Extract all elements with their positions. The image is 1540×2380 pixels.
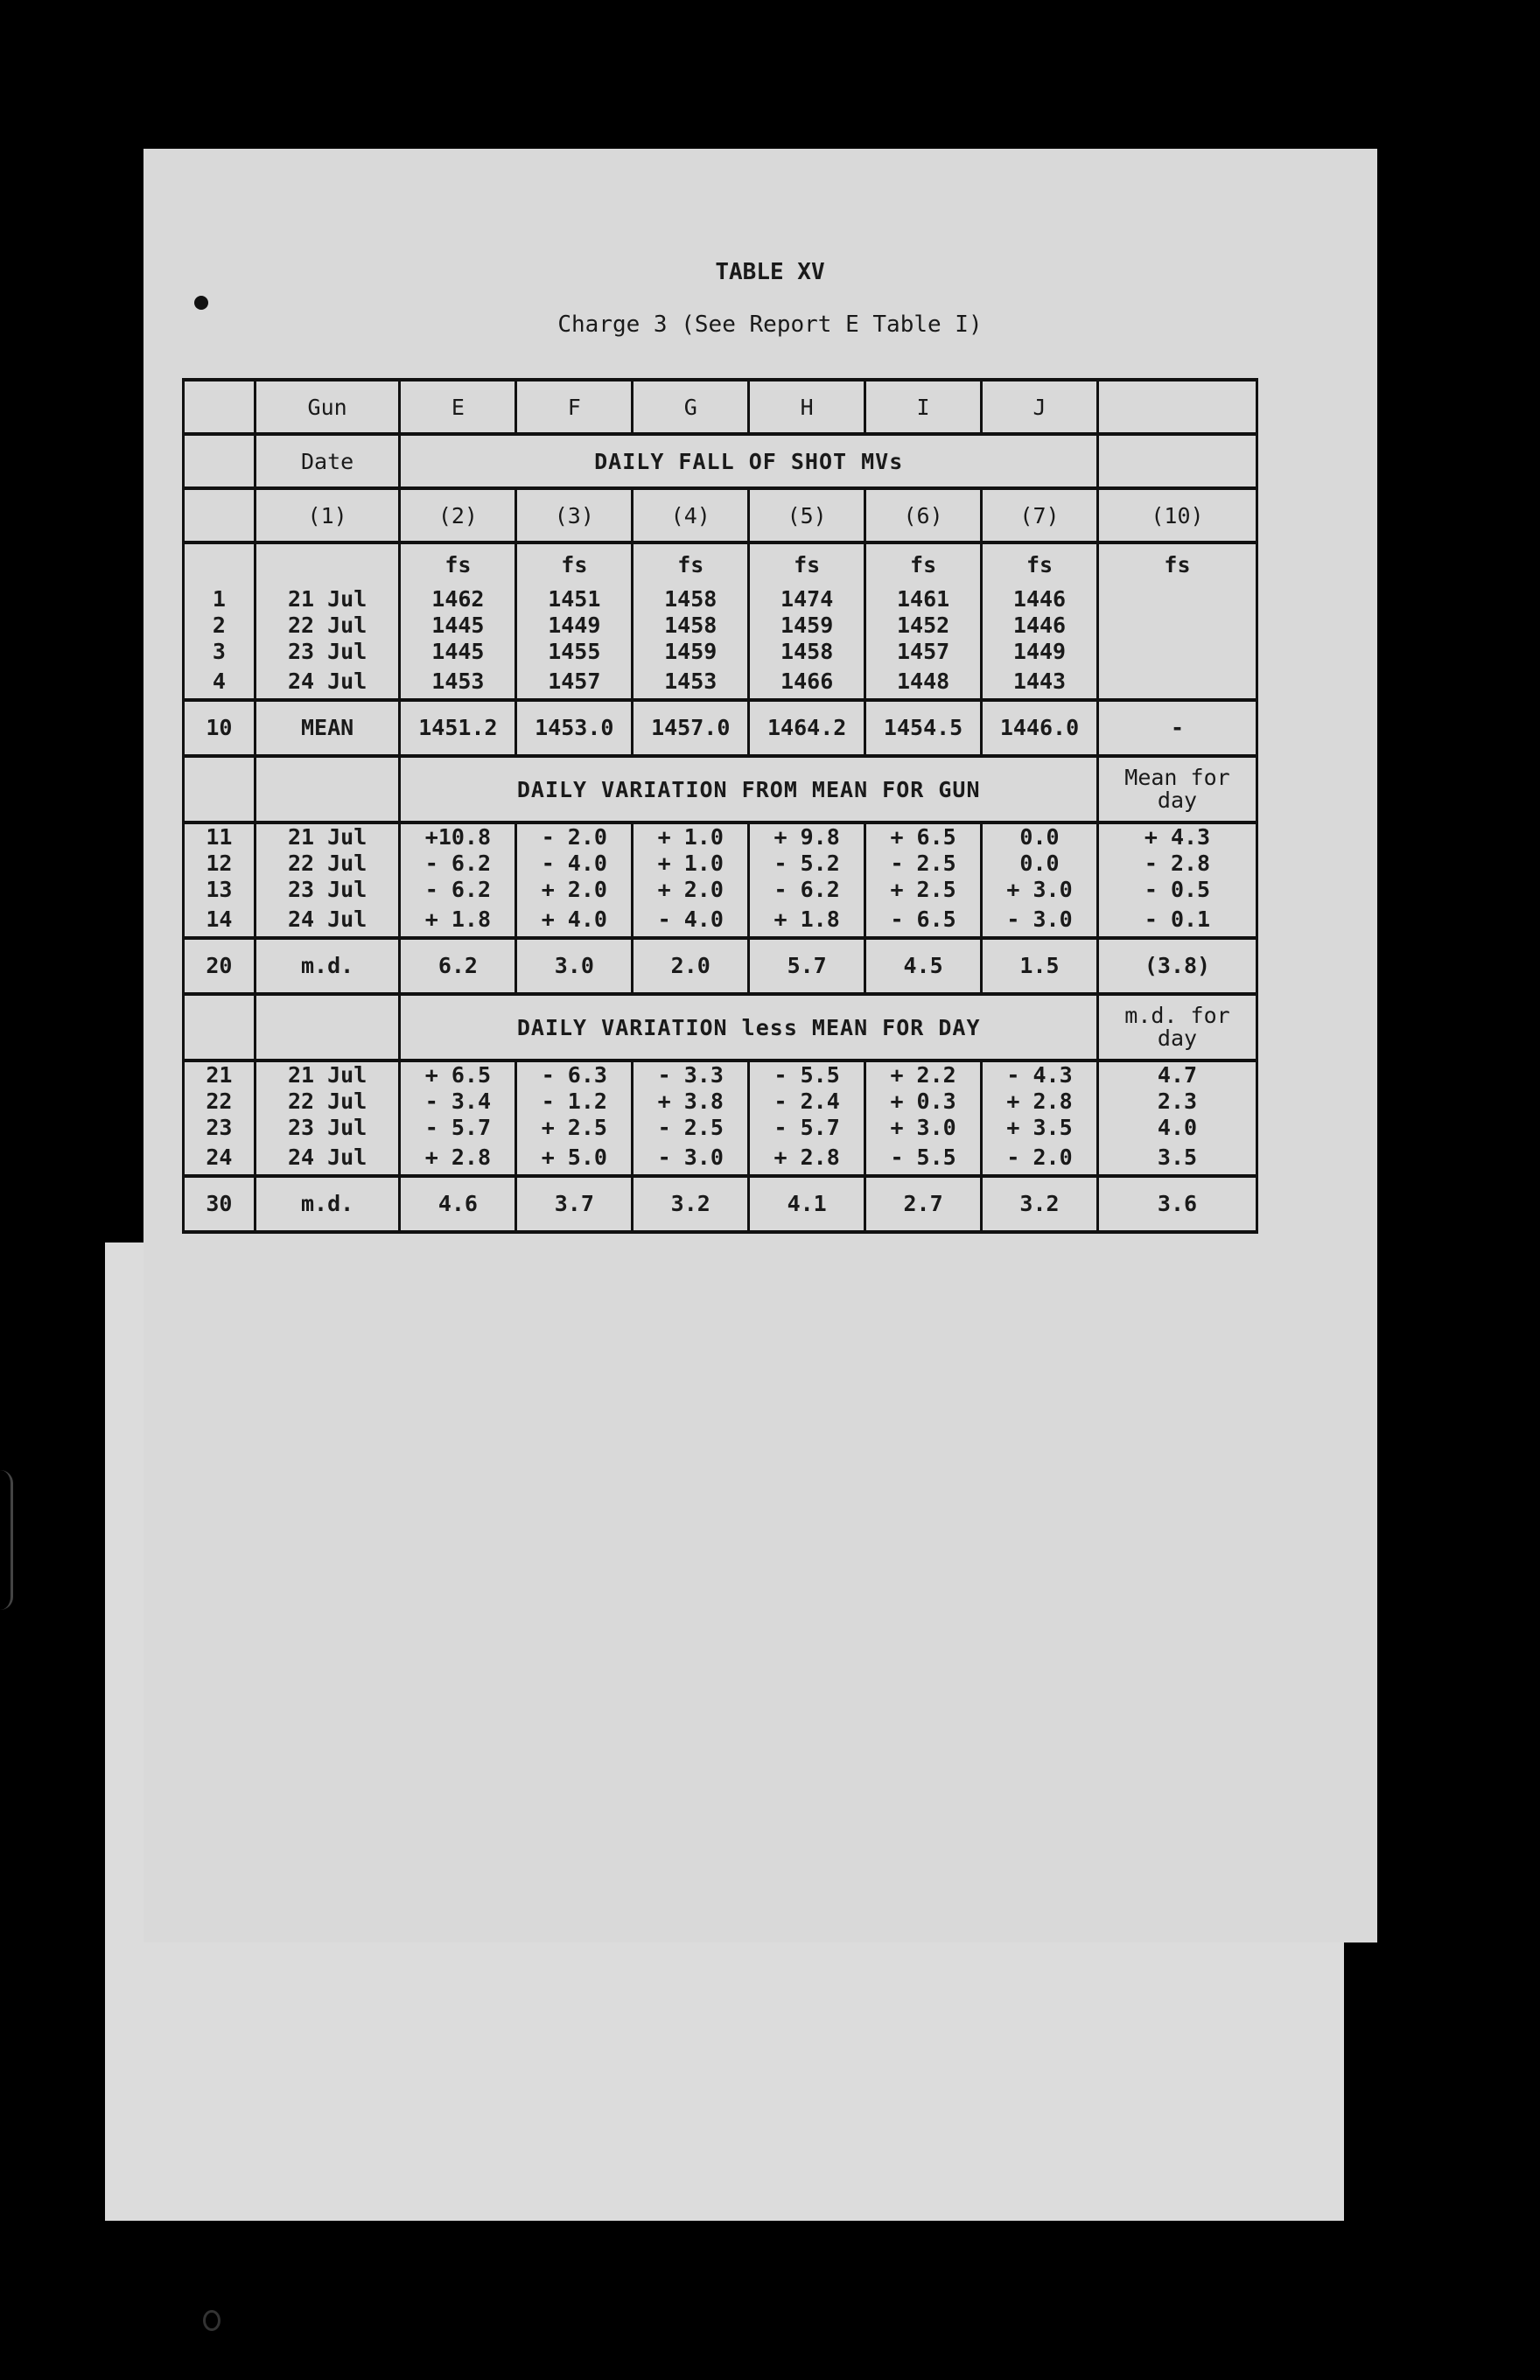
row-number: 14 [184, 903, 256, 938]
value-cell: + 2.0 [516, 877, 633, 903]
value-cell: 1451.2 [400, 700, 516, 756]
blank-cell [184, 756, 256, 822]
day-value-cell: 4.7 [1097, 1060, 1256, 1088]
unit-cell: fs [633, 542, 749, 586]
row-date: 24 Jul [255, 903, 400, 938]
value-cell: - 5.7 [749, 1115, 865, 1141]
table-row [184, 1115, 1257, 1141]
blank-cell [1097, 434, 1256, 488]
value-cell: 1458 [749, 639, 865, 665]
value-cell: + 3.0 [982, 877, 1098, 903]
value-cell: - 2.0 [516, 822, 633, 850]
scan-mark [203, 2310, 220, 2331]
value-cell: + 2.8 [400, 1141, 516, 1176]
row-date: 21 Jul [255, 586, 400, 612]
data-table [182, 378, 1258, 1234]
col-number: (5) [749, 488, 865, 542]
value-cell: 1466 [749, 665, 865, 700]
col-number: (7) [982, 488, 1098, 542]
value-cell: + 2.5 [516, 1115, 633, 1141]
value-cell: 1453.0 [516, 700, 633, 756]
value-cell: + 2.2 [865, 1060, 982, 1088]
value-cell: 3.2 [982, 1176, 1098, 1232]
table-row [184, 612, 1257, 639]
value-cell: 1453 [400, 665, 516, 700]
section3-header-row [184, 994, 1257, 1060]
gun-j: J [982, 380, 1098, 434]
value-cell: 1445 [400, 639, 516, 665]
value-cell: - 6.3 [516, 1060, 633, 1088]
value-cell: 1461 [865, 586, 982, 612]
table-row [184, 877, 1257, 903]
value-cell: 1452 [865, 612, 982, 639]
section-right-label: Mean for day [1097, 756, 1256, 822]
row-date: 21 Jul [255, 1060, 400, 1088]
value-cell: 1446 [982, 586, 1098, 612]
unit-cell: fs [1097, 542, 1256, 586]
row-date: 24 Jul [255, 665, 400, 700]
value-cell: - 6.5 [865, 903, 982, 938]
gun-header-row [184, 380, 1257, 434]
value-cell: 3.2 [633, 1176, 749, 1232]
gun-i: I [865, 380, 982, 434]
col-number: (1) [255, 488, 400, 542]
row-number: 30 [184, 1176, 256, 1232]
value-cell: + 2.8 [749, 1141, 865, 1176]
value-cell: 1459 [749, 612, 865, 639]
day-value-cell: 3.5 [1097, 1141, 1256, 1176]
value-cell: - 2.0 [982, 1141, 1098, 1176]
unit-cell: fs [865, 542, 982, 586]
section-title: DAILY VARIATION FROM MEAN FOR GUN [400, 756, 1098, 822]
value-cell: + 5.0 [516, 1141, 633, 1176]
blank-cell [1097, 612, 1256, 639]
value-cell: 1446.0 [982, 700, 1098, 756]
row-label: MEAN [255, 700, 400, 756]
blank-cell [255, 994, 400, 1060]
row-number: 13 [184, 877, 256, 903]
value-cell: - 5.5 [865, 1141, 982, 1176]
row-number: 3 [184, 639, 256, 665]
value-cell: 1.5 [982, 938, 1098, 994]
day-value-cell: - 2.8 [1097, 850, 1256, 877]
row-number: 24 [184, 1141, 256, 1176]
table-row [184, 1060, 1257, 1088]
section1-title: DAILY FALL OF SHOT MVs [400, 434, 1098, 488]
date-header-row [184, 434, 1257, 488]
value-cell: - 5.2 [749, 850, 865, 877]
value-cell: 1445 [400, 612, 516, 639]
value-cell: + 9.8 [749, 822, 865, 850]
row-number: 22 [184, 1088, 256, 1115]
value-cell: 1457.0 [633, 700, 749, 756]
value-cell: 1455 [516, 639, 633, 665]
blank-cell [1097, 639, 1256, 665]
blank-cell [184, 380, 256, 434]
col-number: (2) [400, 488, 516, 542]
value-cell: - 4.3 [982, 1060, 1098, 1088]
col-number: (6) [865, 488, 982, 542]
value-cell: - 6.2 [400, 877, 516, 903]
value-cell: - 2.5 [865, 850, 982, 877]
value-cell: - 2.4 [749, 1088, 865, 1115]
gun-e: E [400, 380, 516, 434]
value-cell: 1462 [400, 586, 516, 612]
row-number: 23 [184, 1115, 256, 1141]
value-cell: + 1.8 [400, 903, 516, 938]
day-value-cell: 4.0 [1097, 1115, 1256, 1141]
value-cell: - 6.2 [400, 850, 516, 877]
value-cell: + 3.5 [982, 1115, 1098, 1141]
blank-cell [255, 756, 400, 822]
value-cell: 1458 [633, 612, 749, 639]
value-cell: 0.0 [982, 850, 1098, 877]
value-cell: - 6.2 [749, 877, 865, 903]
value-cell: 1464.2 [749, 700, 865, 756]
row-label: m.d. [255, 1176, 400, 1232]
gun-label: Gun [255, 380, 400, 434]
day-value-cell: - [1097, 700, 1256, 756]
row-number: 11 [184, 822, 256, 850]
row-number: 10 [184, 700, 256, 756]
value-cell: - 4.0 [516, 850, 633, 877]
value-cell: 4.5 [865, 938, 982, 994]
value-cell: 1449 [516, 612, 633, 639]
value-cell: - 4.0 [633, 903, 749, 938]
value-cell: + 0.3 [865, 1088, 982, 1115]
col-number: (4) [633, 488, 749, 542]
blank-cell [1097, 380, 1256, 434]
unit-cell: fs [749, 542, 865, 586]
value-cell: 1451 [516, 586, 633, 612]
table-row [184, 822, 1257, 850]
mean-row [184, 700, 1257, 756]
day-value-cell: - 0.1 [1097, 903, 1256, 938]
value-cell: 1457 [516, 665, 633, 700]
value-cell: 1457 [865, 639, 982, 665]
table-body [184, 380, 1257, 1232]
edge-streak [0, 1470, 13, 1610]
column-number-row [184, 488, 1257, 542]
value-cell: - 2.5 [633, 1115, 749, 1141]
row-number: 21 [184, 1060, 256, 1088]
gun-f: F [516, 380, 633, 434]
date-label: Date [255, 434, 400, 488]
value-cell: + 6.5 [400, 1060, 516, 1088]
row-number: 12 [184, 850, 256, 877]
blank-cell [255, 542, 400, 586]
blank-cell [184, 488, 256, 542]
value-cell: +10.8 [400, 822, 516, 850]
value-cell: + 4.0 [516, 903, 633, 938]
value-cell: - 3.4 [400, 1088, 516, 1115]
blank-cell [1097, 665, 1256, 700]
value-cell: + 1.0 [633, 850, 749, 877]
value-cell: - 3.3 [633, 1060, 749, 1088]
value-cell: 1446 [982, 612, 1098, 639]
value-cell: 2.7 [865, 1176, 982, 1232]
table-title: TABLE XV [715, 259, 825, 285]
value-cell: 1453 [633, 665, 749, 700]
row-date: 22 Jul [255, 850, 400, 877]
table-row [184, 665, 1257, 700]
day-value-cell: - 0.5 [1097, 877, 1256, 903]
table-subtitle: Charge 3 (See Report E Table I) [557, 312, 983, 338]
table-row [184, 1088, 1257, 1115]
unit-cell: fs [516, 542, 633, 586]
value-cell: - 3.0 [982, 903, 1098, 938]
value-cell: - 5.5 [749, 1060, 865, 1088]
value-cell: 5.7 [749, 938, 865, 994]
row-date: 24 Jul [255, 1141, 400, 1176]
table-row [184, 1141, 1257, 1176]
gun-h: H [749, 380, 865, 434]
section-right-label: m.d. for day [1097, 994, 1256, 1060]
day-value-cell: + 4.3 [1097, 822, 1256, 850]
blank-cell [184, 542, 256, 586]
value-cell: 1443 [982, 665, 1098, 700]
row-number: 2 [184, 612, 256, 639]
value-cell: + 1.0 [633, 822, 749, 850]
value-cell: 4.1 [749, 1176, 865, 1232]
value-cell: 2.0 [633, 938, 749, 994]
value-cell: + 6.5 [865, 822, 982, 850]
day-value-cell: (3.8) [1097, 938, 1256, 994]
value-cell: + 2.0 [633, 877, 749, 903]
row-date: 23 Jul [255, 639, 400, 665]
value-cell: - 5.7 [400, 1115, 516, 1141]
value-cell: - 3.0 [633, 1141, 749, 1176]
value-cell: 1474 [749, 586, 865, 612]
table-row [184, 850, 1257, 877]
value-cell: 1449 [982, 639, 1098, 665]
blank-cell [1097, 586, 1256, 612]
gun-g: G [633, 380, 749, 434]
row-date: 23 Jul [255, 877, 400, 903]
value-cell: 3.7 [516, 1176, 633, 1232]
md-row-1 [184, 938, 1257, 994]
table-row [184, 903, 1257, 938]
value-cell: 1459 [633, 639, 749, 665]
table-row [184, 639, 1257, 665]
units-row [184, 542, 1257, 586]
value-cell: 1458 [633, 586, 749, 612]
md-row-2 [184, 1176, 1257, 1232]
row-date: 21 Jul [255, 822, 400, 850]
row-number: 4 [184, 665, 256, 700]
row-date: 22 Jul [255, 612, 400, 639]
row-date: 22 Jul [255, 1088, 400, 1115]
table-row [184, 586, 1257, 612]
unit-cell: fs [400, 542, 516, 586]
value-cell: 3.0 [516, 938, 633, 994]
row-label: m.d. [255, 938, 400, 994]
col-number: (10) [1097, 488, 1256, 542]
value-cell: + 2.8 [982, 1088, 1098, 1115]
value-cell: 0.0 [982, 822, 1098, 850]
unit-cell: fs [982, 542, 1098, 586]
value-cell: 1448 [865, 665, 982, 700]
value-cell: 6.2 [400, 938, 516, 994]
blank-cell [184, 434, 256, 488]
col-number: (3) [516, 488, 633, 542]
punch-hole-mark [194, 296, 208, 310]
row-date: 23 Jul [255, 1115, 400, 1141]
value-cell: + 3.0 [865, 1115, 982, 1141]
value-cell: 4.6 [400, 1176, 516, 1232]
blank-cell [184, 994, 256, 1060]
section-title: DAILY VARIATION less MEAN FOR DAY [400, 994, 1098, 1060]
day-value-cell: 3.6 [1097, 1176, 1256, 1232]
value-cell: + 2.5 [865, 877, 982, 903]
value-cell: 1454.5 [865, 700, 982, 756]
value-cell: + 3.8 [633, 1088, 749, 1115]
row-number: 20 [184, 938, 256, 994]
section2-header-row [184, 756, 1257, 822]
value-cell: - 1.2 [516, 1088, 633, 1115]
value-cell: + 1.8 [749, 903, 865, 938]
row-number: 1 [184, 586, 256, 612]
day-value-cell: 2.3 [1097, 1088, 1256, 1115]
